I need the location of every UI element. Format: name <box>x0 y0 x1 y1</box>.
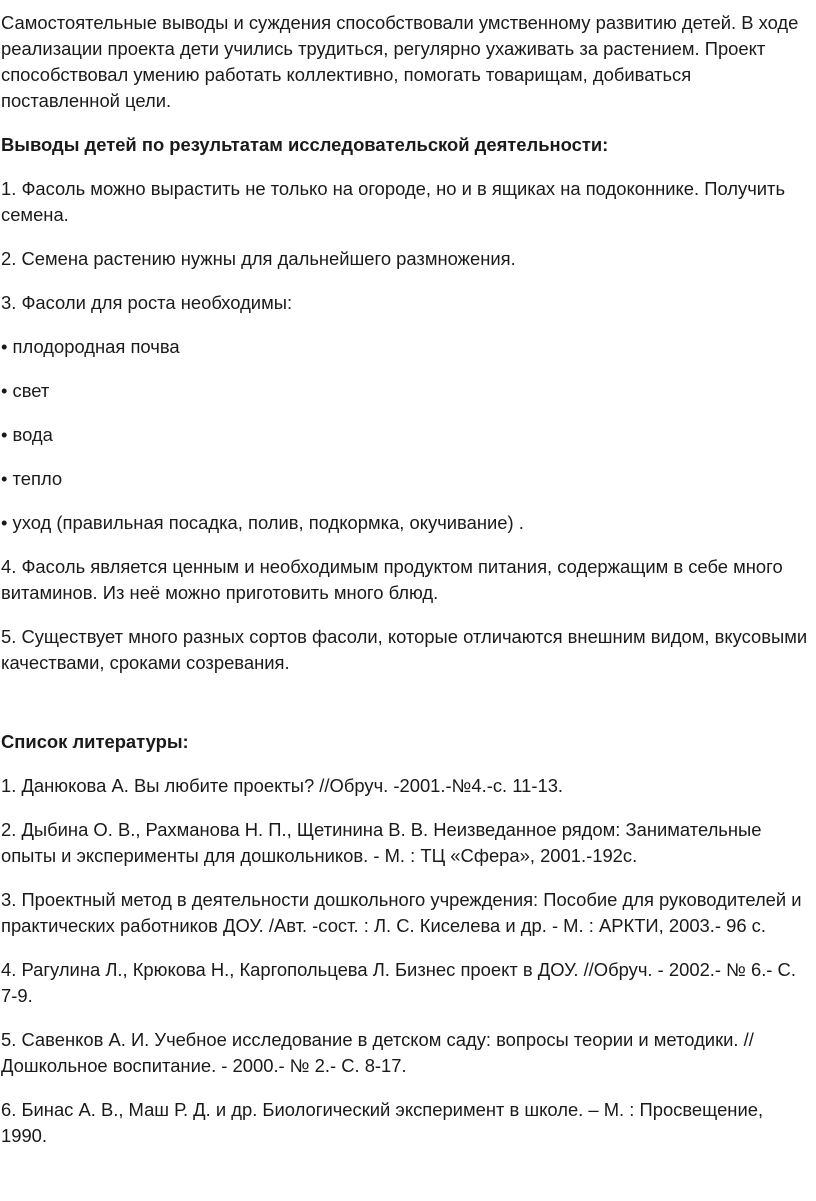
conclusion-item-1: 1. Фасоль можно вырастить не только на огороде, но и в ящиках на подоконнике. Получить семена. <box>1 178 786 225</box>
bullet-item: • уход (правильная посадка, полив, подкормка, окучивание) . <box>1 512 524 533</box>
conclusion-item-4: 4. Фасоль является ценным и необходимым продуктом питания, содержащим в себе много витаминов. Из неё можно приготовить много блюд. <box>1 556 783 603</box>
intro-paragraph: Самостоятельные выводы и суждения способствовали умственному развитию детей. В ходе реализации проекта дети учились трудиться, регулярно ухаживать за растением. Проект способствовал умению работать коллективно, помогать товарищам, добиваться поставленной цели. <box>1 12 799 111</box>
reference-item: 3. Проектный метод в деятельности дошкольного учреждения: Пособие для руководителей и практических работников ДОУ. /Авт. -сост. : Л. С. Киселева и др. - М. : АРКТИ, 2003.- 96 с. <box>1 889 802 936</box>
reference-item: 4. Рагулина Л., Крюкова Н., Каргопольцева Л. Бизнес проект в ДОУ. //Обруч. - 2002.- № 6.- С. 7-9. <box>1 959 796 1006</box>
bullet-item: • свет <box>1 380 50 401</box>
conclusion-item-2: 2. Семена растению нужны для дальнейшего размножения. <box>1 248 516 269</box>
conclusion-item-3: 3. Фасоли для роста необходимы: <box>1 292 293 313</box>
bullet-item: • тепло <box>1 468 63 489</box>
bullet-item: • вода <box>1 424 53 445</box>
reference-item: 1. Данюкова А. Вы любите проекты? //Обруч. -2001.-№4.-с. 11-13. <box>1 775 564 796</box>
reference-item: 6. Бинас А. В., Маш Р. Д. и др. Биологический эксперимент в школе. – М. : Просвещение, 1990. <box>1 1099 764 1146</box>
reference-item: 2. Дыбина О. В., Рахманова Н. П., Щетинина В. В. Неизведанное рядом: Занимательные опыты и эксперименты для дошкольников. - М. : ТЦ «Сфера», 2001.-192с. <box>1 819 762 866</box>
references-heading: Список литературы: <box>1 731 189 752</box>
bullet-item: • плодородная почва <box>1 336 180 357</box>
reference-item: 5. Савенков А. И. Учебное исследование в детском саду: вопросы теории и методики. //Дошкольное воспитание. - 2000.- № 2.- С. 8-17. <box>1 1029 754 1076</box>
conclusions-heading: Выводы детей по результатам исследовательской деятельности: <box>1 134 609 155</box>
conclusion-item-5: 5. Существует много разных сортов фасоли, которые отличаются внешним видом, вкусовыми качествами, сроками созревания. <box>1 626 808 673</box>
document-body <box>1 10 813 1149</box>
